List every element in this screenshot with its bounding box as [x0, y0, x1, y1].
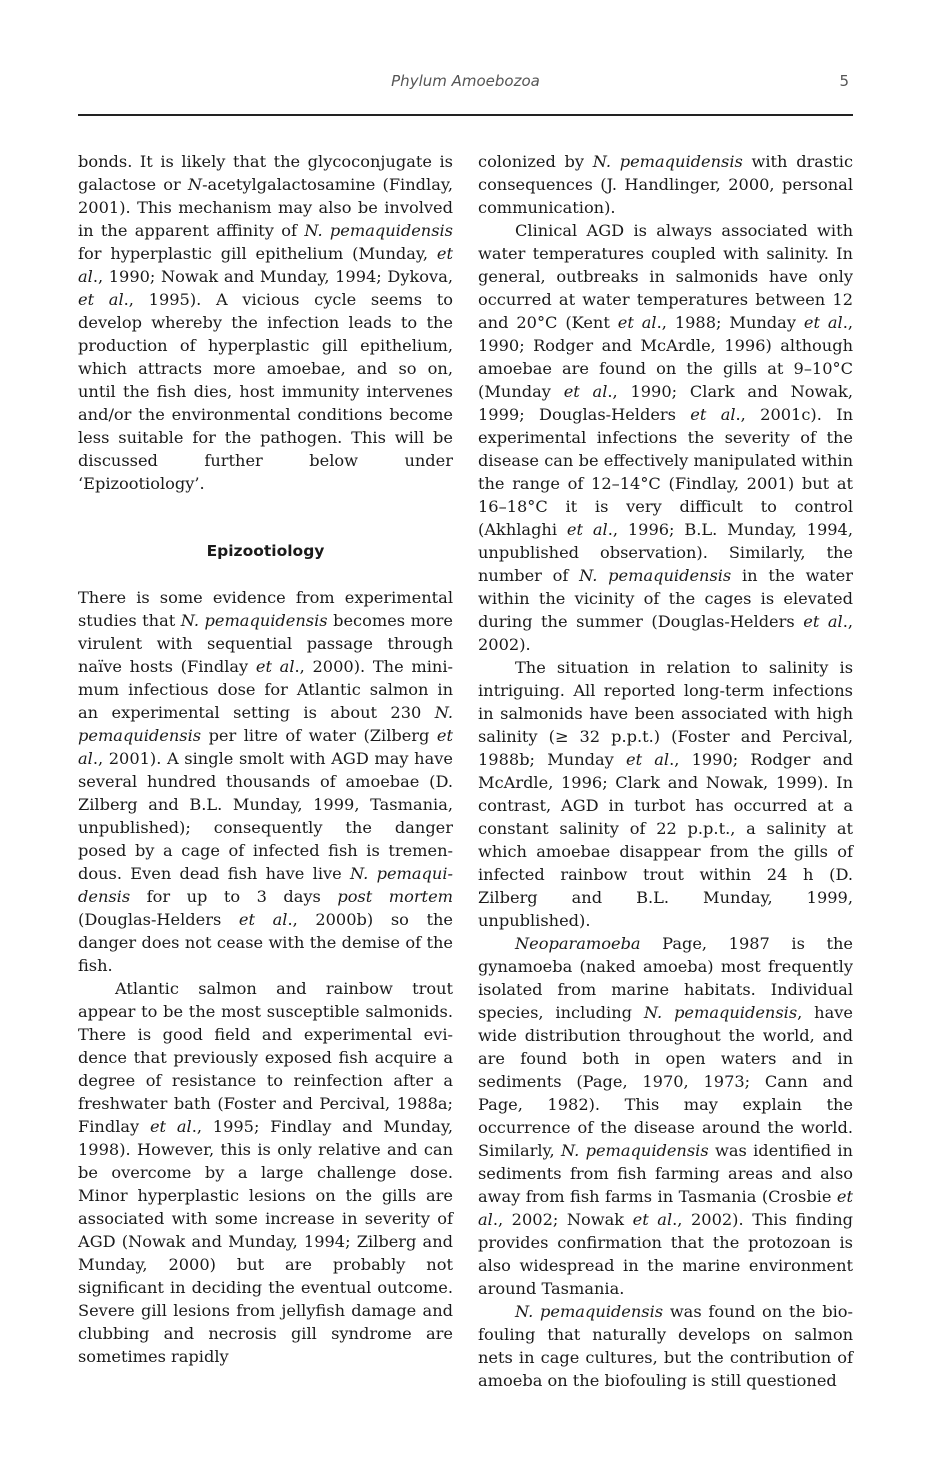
text-run: ., 2002; Nowak [492, 1210, 633, 1229]
italic-text: et al [625, 750, 670, 769]
text-run: colonized by [478, 152, 593, 171]
italic-text: N. pemaquidensis [643, 1003, 798, 1022]
text-run: ., 1990; Rodger and McArdle, 1996; Clark and Nowak, 1999). In contrast, AGD in turbot has occurred at a constant salinity of 22 p.p.t., a salinity at which amoebae disappear from the gills of infected rainbow trout within 24 h (D. Zilberg and B.L. Munday, 1999, unpublished). [478, 750, 854, 930]
text-run: (Douglas-Helders [78, 910, 239, 929]
text-run: Clinical AGD is always associated with water temperatures coupled with salinity. In general, outbreaks in salmonids have only occurred at water temperatures between 12 and 20°C (Kent [478, 221, 853, 332]
text-run: Atlantic salmon and rainbow trout appear to be the most susceptible salmonids. There is good field and experimental evidence that previously exposed fish acquire a degree of resistance to reinfection after a freshwater bath (Foster and Percival, 1988a; Findlay [78, 979, 453, 1136]
italic-text: et al [690, 405, 736, 424]
text-run: ., 2002). This finding provides confirmation that the protozoan is also widespread in the marine environment around Tasmania. [478, 1210, 854, 1298]
paragraph [478, 1300, 853, 1392]
paragraph [78, 150, 453, 495]
italic-text: N. pemaquidensis [304, 221, 453, 240]
italic-text: et al [803, 313, 843, 332]
text-run: ., 2000). The minimum infectious dose for Atlantic salmon in an experimental setting is about 230 [78, 657, 453, 722]
text-run: was found on the biofouling that naturally develops on salmon nets in cage cultures, but the contribution of amoeba on the biofouling is still questioned [478, 1302, 853, 1390]
text-run: for hyperplastic gill epithelium (Munday, [78, 244, 437, 263]
italic-text: et al [238, 910, 288, 929]
text-run: There is some evidence from experimental studies that [78, 588, 453, 630]
page-number: 5 [839, 72, 849, 90]
paragraph [478, 219, 853, 656]
italic-text: N. pemaquidensis [561, 1141, 709, 1160]
italic-text: Neoparamoeba [515, 934, 641, 953]
text-run: ., 1995; Findlay and Munday, 1998). However, this is only relative and can be overcome by a large challenge dose. Minor hyperplastic lesions on the gills are associated with some increase in severity of AGD (Nowak and Munday, 1994; Zilberg and Munday, 2000) but are probably not significant in deciding the eventual outcome. Severe gill lesions from jellyfish damage and clubbing and necrosis gill syndrome are sometimes rapidly [78, 1117, 453, 1366]
text-run: -acetylgalactosamine (Findlay, 2001). This mechanism may also be involved in the apparent affinity of [78, 175, 453, 240]
italic-text: N. pemaquidensis [180, 611, 328, 630]
text-run: ., 2000b) so the danger does not cease with the demise of the fish. [78, 910, 453, 975]
text-run: The situation in relation to salinity is intriguing. All reported long-term infections in salmonids have been associated with high salinity (≥ 32 p.p.t.) (Foster and Percival, 1988b; Munday [478, 658, 853, 769]
text-run: becomes more virulent with sequential passage through naïve hosts (Findlay [78, 611, 453, 676]
text-run: ., 2002). [478, 612, 853, 654]
italic-text: N. pemaquidensis [592, 152, 743, 171]
italic-text: N. pemaquidensis [579, 566, 732, 585]
running-title: Phylum Amoebozoa [391, 72, 540, 90]
text-run: ., 1990; Clark and Nowak, 1999; Douglas-Helders [478, 382, 854, 424]
italic-text: et al [78, 726, 453, 768]
paragraph [78, 977, 453, 1368]
section-heading: Epizootiology [206, 542, 325, 560]
italic-text: et al [149, 1117, 192, 1136]
text-run: ., 1988; Munday [656, 313, 804, 332]
italic-text: et al [617, 313, 657, 332]
text-run: , have wide distribution throughout the world, and are found both in open waters and in sediments (Page, 1970, 1973; Cann and Page, 1982). This may explain the occurrence of the disease around the world. Similarly, [478, 1003, 853, 1160]
italic-text: et al [566, 520, 608, 539]
italic-text: et al [563, 382, 608, 401]
text-run: per litre of water (Zilberg [201, 726, 437, 745]
paragraph [78, 586, 453, 977]
italic-text: et al [803, 612, 843, 631]
text-run: Page, 1987 is the gynamoeba (naked amoeba) most frequently isolated from marine habitats. Individual species, including [478, 934, 853, 1022]
text-run: ., 2001c). In experimental infections the severity of the disease can be effectively manipulated within the range of 12–14°C (Findlay, 2001) but at 16–18°C it is very difficult to control (Akhlaghi [478, 405, 854, 539]
italic-text: et al [78, 290, 124, 309]
text-run: for up to 3 days [130, 887, 338, 906]
paragraph [478, 150, 853, 219]
italic-text: et al [255, 657, 295, 676]
italic-text: et al [78, 244, 453, 286]
paragraph [478, 656, 853, 932]
paragraph [478, 932, 853, 1300]
text-run: ., 1990; Rodger and McArdle, 1996) although amoebae are found on the gills at 9–10°C (Munday [478, 313, 854, 401]
italic-text: N. pemaquidensis [78, 864, 453, 906]
italic-text: et al [632, 1210, 673, 1229]
text-run: ., 1996; B.L. Munday, 1994, unpublished observation). Similarly, the number of [478, 520, 853, 585]
italic-text: et al [478, 1187, 853, 1229]
text-run: in the water within the vicinity of the cages is elevated during the summer (Douglas-Helders [478, 566, 853, 631]
text-run: ., 1990; Nowak and Munday, 1994; Dykova, [92, 267, 453, 286]
italic-text: N. pemaquidensis [78, 703, 453, 745]
text-run: was identified in sediments from fish farming areas and also away from fish farms in Tasmania (Crosbie [478, 1141, 853, 1206]
italic-text: N [187, 175, 203, 194]
left-column [78, 150, 453, 1368]
text-run: bonds. It is likely that the glycoconjugate is galactose or [78, 152, 453, 194]
text-run: ., 1995). A vicious cycle seems to develop whereby the infection leads to the production of hyperplastic gill epithelium, which attracts more amoebae, and so on, until the fish dies, host immunity intervenes and/or the environmental conditions become less suitable for the pathogen. This will be discussed further below under ‘Epizootiology’. [78, 290, 454, 493]
italic-text: N. pemaquidensis [515, 1302, 664, 1321]
header-rule [78, 114, 853, 116]
right-column [478, 150, 853, 1392]
page-header [78, 72, 853, 98]
text-run: ., 2001). A single smolt with AGD may have several hundred thousands of amoebae (D. Zilberg and B.L. Munday, 1999, Tasmania, unpublished); consequently the danger posed by a cage of infected fish is tremendous. Even dead fish have live [78, 749, 453, 883]
text-run: with drastic consequences (J. Handlinger, 2000, personal communication). [478, 152, 854, 217]
italic-text: post mortem [337, 887, 453, 906]
